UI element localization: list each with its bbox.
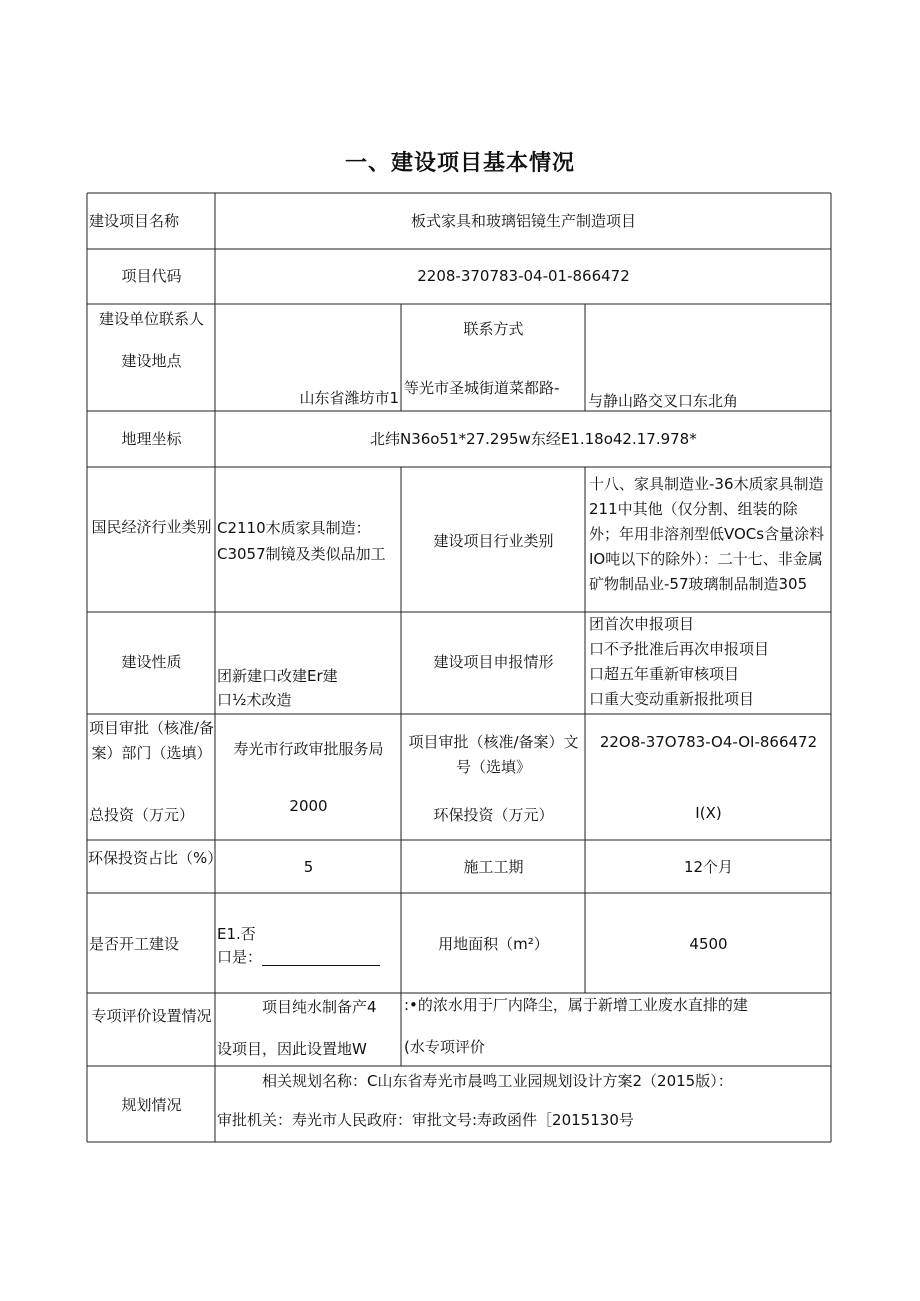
coordinates-value: 北纬N36o51*27.295w东经E1.18o42.17.978* <box>370 430 697 448</box>
project-code-value: 2208-370783-04-01-866472 <box>417 267 630 285</box>
contact-method-label: 联系方式 <box>463 320 524 338</box>
declare-label: 建设项目申报情形 <box>433 653 554 671</box>
approval-label: 项目审批（核准/备案）部门（选填） <box>88 719 215 762</box>
project-code-label: 项目代码 <box>121 267 182 285</box>
location-label: 建设地点 <box>121 352 182 370</box>
env-investment-label: 环保投资（万元） <box>433 806 554 824</box>
category-label: 建设项目行业类别 <box>433 532 554 550</box>
project-name-value: 板式家具和玻璃铝镜生产制造项目 <box>410 212 636 230</box>
declare-option-3: 口超五年重新审核项目 <box>589 665 740 683</box>
investment-value: 2000 <box>289 797 328 815</box>
declare-option-1: 团首次申报项目 <box>589 615 695 633</box>
declare-option-4: 口重大变动重新报批项目 <box>589 690 755 708</box>
approval-doc-label: 项目审批（核准/备案）文号（选填》 <box>408 733 579 776</box>
approval-doc-value: 22O8-37O783-O4-OI-866472 <box>599 733 818 751</box>
env-investment-value: I(X) <box>695 804 722 822</box>
ratio-value: 5 <box>303 858 314 876</box>
ratio-label: 环保投资占比（%） <box>88 849 223 867</box>
special-label: 专项评价设置情况 <box>91 1007 212 1025</box>
period-value: 12个月 <box>683 858 734 876</box>
contact-label: 建设单位联系人 <box>98 310 204 328</box>
started-label: 是否开工建设 <box>89 935 180 953</box>
nature-value-line2: 口½术改造 <box>217 691 292 709</box>
industry-value-line1: C2110木质家具制造： <box>217 519 371 537</box>
area-value: 4500 <box>689 935 728 953</box>
project-name-label: 建设项目名称 <box>89 212 180 230</box>
declare-option-2: 口不予批准后再次申报项目 <box>589 640 770 658</box>
page-title: 一、建设项目基本情况 <box>344 151 575 176</box>
coordinates-label: 地理坐标 <box>121 430 182 448</box>
planning-line1: 相关规划名称：C山东省寿光市晨鸣工业园规划设计方案2（2015版）： <box>262 1072 733 1090</box>
started-option-yes: 口是： <box>217 948 263 966</box>
industry-label: 国民经济行业类别 <box>91 518 212 536</box>
approval-value: 寿光市行政审批服务局 <box>233 740 384 758</box>
special-text-a1: 项目纯水制备产4 <box>262 998 377 1016</box>
special-text-b1: :•的浓水用于厂内降尘，属于新增工业废水直排的建 <box>404 996 748 1014</box>
location-part2: 等光市圣城街道菜都路- <box>404 379 560 397</box>
industry-value-line2: C3057制镜及类似品加工 <box>217 545 386 563</box>
started-option-yes-row <box>217 948 380 966</box>
started-date-blank <box>262 951 380 966</box>
special-text-a2: 设项目，因此设置地W <box>217 1040 367 1058</box>
area-label: 用地面积（m²） <box>438 935 549 953</box>
investment-label: 总投资（万元） <box>89 806 195 824</box>
category-value: 十八、家具制造业-36木质家具制造211中其他（仅分割、组装的除外；年用非溶剂型低VOCs含量涂料IO吨以下的除外）：二十七、非金属矿物制品业-57玻璃制品制造305 <box>589 475 825 593</box>
planning-line2: 审批机关：寿光市人民政府：审批文号:寿政函件［2015130号 <box>217 1111 634 1129</box>
location-part1: 山东省潍坊市1 <box>299 389 399 407</box>
started-option-no: E1.否 <box>217 925 256 943</box>
planning-label: 规划情况 <box>121 1096 182 1114</box>
special-text-b2: (水专项评价 <box>404 1038 485 1056</box>
location-part3: 与静山路交叉口东北角 <box>588 392 739 410</box>
nature-value-line1: 团新建口改建Er建 <box>217 667 338 685</box>
nature-label: 建设性质 <box>121 653 182 671</box>
period-label: 施工工期 <box>463 858 524 876</box>
